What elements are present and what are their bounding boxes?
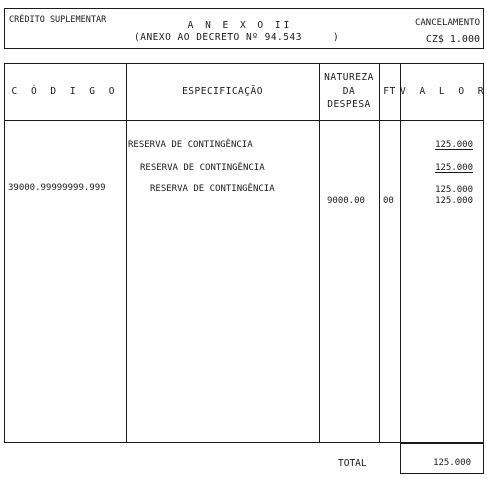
total-value: 125.000 bbox=[433, 458, 471, 468]
row-1-valor: 125.000 bbox=[435, 140, 473, 150]
column-divider-natureza bbox=[379, 63, 380, 443]
column-header-ft: FT bbox=[383, 86, 396, 97]
column-divider-especificacao bbox=[319, 63, 320, 443]
row-3-especificacao: RESERVA DE CONTINGÊNCIA bbox=[150, 184, 275, 194]
column-divider-codigo bbox=[126, 63, 127, 443]
column-header-especificacao: ESPECIFICAÇÃO bbox=[182, 86, 263, 97]
cancellation-amount: CZ$ 1.000 bbox=[425, 34, 480, 45]
column-header-natureza-3: DESPESA bbox=[327, 99, 371, 110]
total-label: TOTAL bbox=[338, 458, 367, 469]
column-header-codigo: C Ó D I G O bbox=[11, 86, 119, 97]
column-header-natureza-2: DA bbox=[342, 86, 356, 97]
column-header-natureza-1: NATUREZA bbox=[324, 72, 374, 83]
row-3-valor: 125.000 bbox=[435, 185, 473, 195]
column-divider-ft bbox=[400, 63, 401, 443]
row-4-ft: 00 bbox=[383, 196, 394, 206]
row-4-valor: 125.000 bbox=[435, 196, 473, 206]
cancellation-label: CANCELAMENTO bbox=[414, 18, 480, 28]
row-2-valor: 125.000 bbox=[435, 163, 473, 173]
row-1-especificacao: RESERVA DE CONTINGÊNCIA bbox=[128, 140, 253, 150]
row-2-especificacao: RESERVA DE CONTINGÊNCIA bbox=[140, 163, 265, 173]
annex-title: A N E X O II bbox=[187, 20, 293, 31]
credit-type-label: CRÉDITO SUPLEMENTAR bbox=[9, 15, 107, 25]
row-4-natureza: 9000.00 bbox=[327, 196, 365, 206]
decree-reference: (ANEXO AO DECRETO Nº 94.543 ) bbox=[134, 32, 340, 43]
row-3-codigo: 39000.99999999.999 bbox=[8, 183, 106, 193]
table-header-divider bbox=[4, 120, 484, 121]
column-header-valor: V A L O R bbox=[400, 86, 487, 97]
